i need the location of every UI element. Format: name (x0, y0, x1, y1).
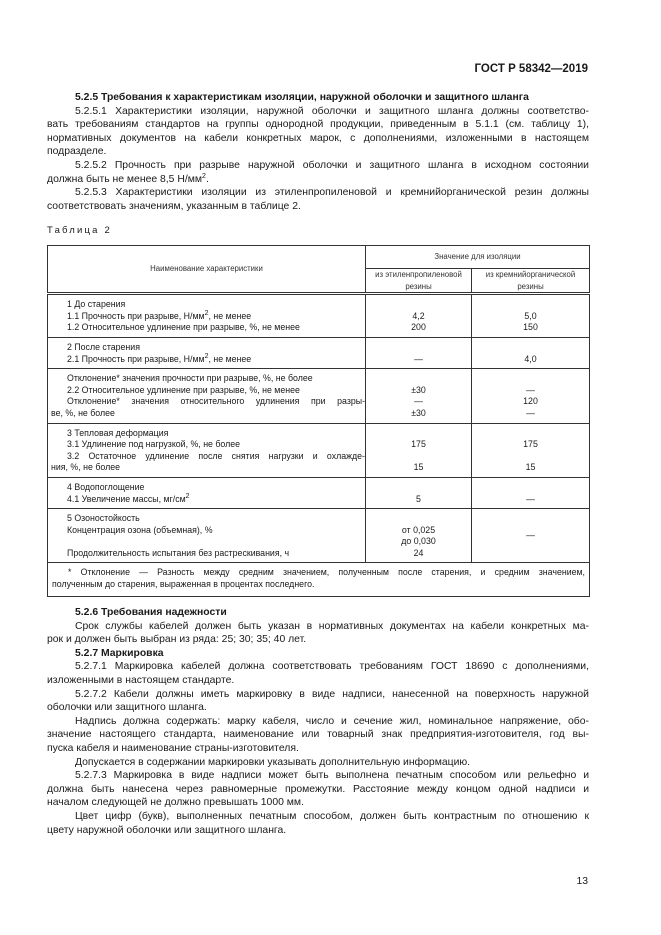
value-ethylene-cell (366, 423, 472, 477)
table-row (48, 477, 590, 508)
characteristic-line (51, 494, 365, 506)
text: Отклонение* значения относительного удлинения при разры- (67, 396, 365, 407)
text: ния, %, не более (51, 462, 120, 473)
value-line (472, 482, 589, 494)
text: 3 Тепловая деформация (67, 427, 169, 438)
value-line: — (526, 493, 535, 504)
value-line (366, 451, 471, 463)
characteristic-line (51, 311, 365, 323)
value-silicone-cell (472, 294, 590, 338)
text-line: оболочки или защитного шланга. (47, 702, 207, 714)
characteristic-cell (48, 294, 366, 338)
text-line: вать требованиям стандартов на группы однородной продукции, приведенным в 5.1.1 (см. таблицу 1), (47, 119, 589, 131)
value-ethylene-cell (366, 477, 472, 508)
value-line (472, 342, 589, 354)
value-ethylene-cell (366, 509, 472, 563)
header-col-ethylene (366, 269, 472, 294)
section-heading: 5.2.6 Требования надежности (75, 607, 227, 618)
table-row (48, 337, 590, 368)
header-line: резины (517, 281, 544, 291)
value-line: от 0,025 (401, 524, 436, 535)
value-line: 5 (416, 493, 421, 504)
text-line: 5.2.7.2 Кабели должны иметь маркировку в виде надписи, нанесенной на поверхность наружной (75, 688, 589, 700)
value-line (366, 482, 471, 494)
value-line (472, 451, 589, 463)
table-footnote (48, 563, 590, 596)
characteristic-cell (48, 423, 366, 477)
document-code: ГОСТ Р 58342—2019 (474, 63, 588, 75)
value-silicone-cell (472, 337, 590, 368)
value-line: 24 (413, 547, 424, 558)
value-silicone-cell (472, 423, 590, 477)
characteristic-line (51, 482, 365, 494)
text-line: цвету наружной оболочки или защитного шланга. (47, 824, 287, 836)
table-caption: Таблица 2 (47, 225, 112, 236)
header-line: из этиленпропиленовой (375, 270, 462, 279)
value-ethylene-cell (366, 294, 472, 338)
text-line: нормативных документов на кабели конкретных марок, с дополнениями, изложенными в настоящем (47, 132, 589, 144)
footnote-line: полученным до старения, выраженная в процентах последнего. (52, 579, 315, 590)
text: , не менее (208, 353, 252, 364)
section-heading: 5.2.5 Требования к характеристикам изоляции, наружной оболочки и защитного шланга (75, 92, 529, 103)
value-line: 150 (523, 322, 538, 333)
value-line: 175 (523, 439, 538, 450)
text-line: Надпись должна содержать: марку кабеля, число и сечение жил, номинальное напряжение, обо- (75, 715, 589, 727)
characteristic-line (51, 354, 365, 366)
value-line: 15 (413, 462, 424, 473)
text-line: началом следующей не должно превышать 1000 мм. (47, 797, 304, 809)
characteristic-line (51, 525, 365, 537)
text-line: 5.2.5.2 Прочность при разрыве наружной оболочки и защитного шланга в исходном состоянии (75, 159, 589, 171)
value-silicone-cell (472, 477, 590, 508)
table-row (48, 509, 590, 563)
text: 1 До старения (67, 299, 126, 310)
superscript: 2 (185, 492, 190, 500)
characteristic-line (51, 513, 365, 525)
section-heading: 5.2.7 Маркировка (75, 647, 164, 659)
text-line: изложенными в настоящем стандарте. (47, 674, 235, 686)
characteristic-line (51, 428, 365, 440)
characteristic-line (51, 373, 365, 385)
characteristic-cell (48, 477, 366, 508)
page-number: 13 (576, 876, 588, 887)
text-line: Срок службы кабелей должен быть указан в нормативных документах на кабели конкретных ма- (75, 620, 589, 632)
text-line: Допускается в содержании маркировки указывать дополнительную информацию. (75, 756, 471, 768)
text: Отклонение* значения прочности при разрыве, %, не более (67, 373, 313, 384)
text-line: 5.2.7.1 Маркировка кабелей должна соответствовать требованиям ГОСТ 18690 с дополнениями, (75, 661, 589, 673)
text: Продолжительность испытания без растрескивания, ч (67, 547, 290, 558)
value-line: — (526, 384, 535, 395)
header-line: резины (405, 281, 432, 291)
text-line: Цвет цифр (букв), выполненных печатным способом, должен быть контрастным по отношению к (75, 810, 589, 822)
characteristic-line (51, 462, 365, 474)
characteristic-line (51, 385, 365, 397)
characteristic-line (51, 322, 365, 334)
text: 1.2 Относительное удлинение при разрыве, %, не менее (67, 322, 300, 333)
value-line: ±30 (411, 407, 426, 418)
text-line: 5.2.5.3 Характеристики изоляции из этиленпропиленовой и кремнийорганической резин должны (75, 187, 589, 199)
value-line: 5,0 (524, 310, 537, 321)
footnote-line: * Отклонение — Разность между средним значением, полученным после старения, и средним значением, (68, 567, 585, 578)
text: 4.1 Увеличение массы, мг/см (67, 493, 186, 504)
text-line: значение настоящего стандарта, наименование или товарный знак предприятия-изготовителя, год вы- (47, 729, 589, 741)
text: 1.1 Прочность при разрыве, Н/мм (67, 310, 205, 321)
characteristic-line (51, 548, 365, 560)
table-2 (47, 245, 590, 597)
header-col-silicone (472, 269, 590, 294)
characteristic-line (51, 396, 365, 408)
value-line: 4,0 (524, 353, 537, 364)
section-5-2-6-5-2-7 (47, 606, 589, 837)
value-line: 175 (411, 439, 426, 450)
text: 4 Водопоглощение (67, 481, 145, 492)
section-5-2-5 (47, 91, 589, 213)
value-line (366, 428, 471, 440)
value-silicone-cell (472, 509, 590, 563)
table-row (48, 369, 590, 423)
superscript: 2 (202, 172, 206, 180)
superscript: 2 (204, 352, 209, 360)
characteristic-cell (48, 337, 366, 368)
text-line: 5.2.7.3 Маркировка в виде надписи может быть выполнена печатным способом или рельефно и (75, 770, 589, 782)
text: 2.1 Прочность при разрыве, Н/мм (67, 353, 205, 364)
value-line (366, 299, 471, 311)
characteristic-line (51, 536, 365, 548)
text: Концентрация озона (объемная), % (67, 524, 213, 535)
value-line: — (526, 530, 535, 541)
header-name: Наименование характеристики (48, 246, 366, 294)
value-line: — (526, 407, 535, 418)
value-ethylene-cell (366, 337, 472, 368)
text-line: соответствовать значениям, указанным в таблице 2. (47, 200, 301, 212)
value-ethylene-cell (366, 369, 472, 423)
value-line (472, 428, 589, 440)
text: должна быть не менее 8,5 Н/мм (47, 173, 203, 185)
header-line: из кремнийорганической (485, 270, 576, 279)
characteristic-cell (48, 509, 366, 563)
value-silicone-cell (472, 369, 590, 423)
characteristic-cell (48, 369, 366, 423)
text-line: подразделе. (47, 146, 107, 158)
value-line: — (414, 396, 423, 407)
value-line (472, 299, 589, 311)
characteristic-line (51, 408, 365, 420)
value-line (472, 373, 589, 385)
characteristic-line (51, 451, 365, 463)
value-line: до 0,030 (401, 536, 436, 547)
table-row (48, 423, 590, 477)
text: 2 После старения (67, 341, 140, 352)
text: 3.2 Остаточное удлинение после снятия нагрузки и охлажде- (67, 450, 365, 461)
characteristic-line (51, 439, 365, 451)
text: 2.2 Относительное удлинение при разрыве, %, не менее (67, 384, 300, 395)
text-line: должна быть нанесена через равномерные промежутки. Расстояние между концом одной надписи и (47, 783, 589, 795)
value-line (366, 373, 471, 385)
text: , не менее (208, 310, 252, 321)
value-line (366, 513, 471, 525)
superscript: 2 (204, 309, 209, 317)
text-line (47, 173, 589, 187)
text: . (205, 173, 209, 185)
value-line (366, 342, 471, 354)
header-group: Значение для изоляции (366, 246, 590, 269)
text: 3.1 Удлинение под нагрузкой, %, не более (67, 439, 241, 450)
value-line: 200 (411, 322, 426, 333)
text-line: рок и должен быть выбран из ряда: 25; 30; 35; 40 лет. (47, 634, 307, 646)
value-line: 4,2 (412, 310, 425, 321)
text: 5 Озоностойкость (67, 513, 140, 524)
value-line: 15 (525, 462, 536, 473)
text: ве, %, не более (51, 407, 115, 418)
text-line: пуска кабеля и наименование страны-изготовителя. (47, 742, 299, 754)
table-row (48, 294, 590, 338)
value-line: 120 (523, 396, 538, 407)
value-line: ±30 (411, 384, 426, 395)
text-line: 5.2.5.1 Характеристики изоляции, наружной оболочки и защитного шланга должны соответство- (75, 105, 589, 117)
value-line: — (414, 353, 423, 364)
